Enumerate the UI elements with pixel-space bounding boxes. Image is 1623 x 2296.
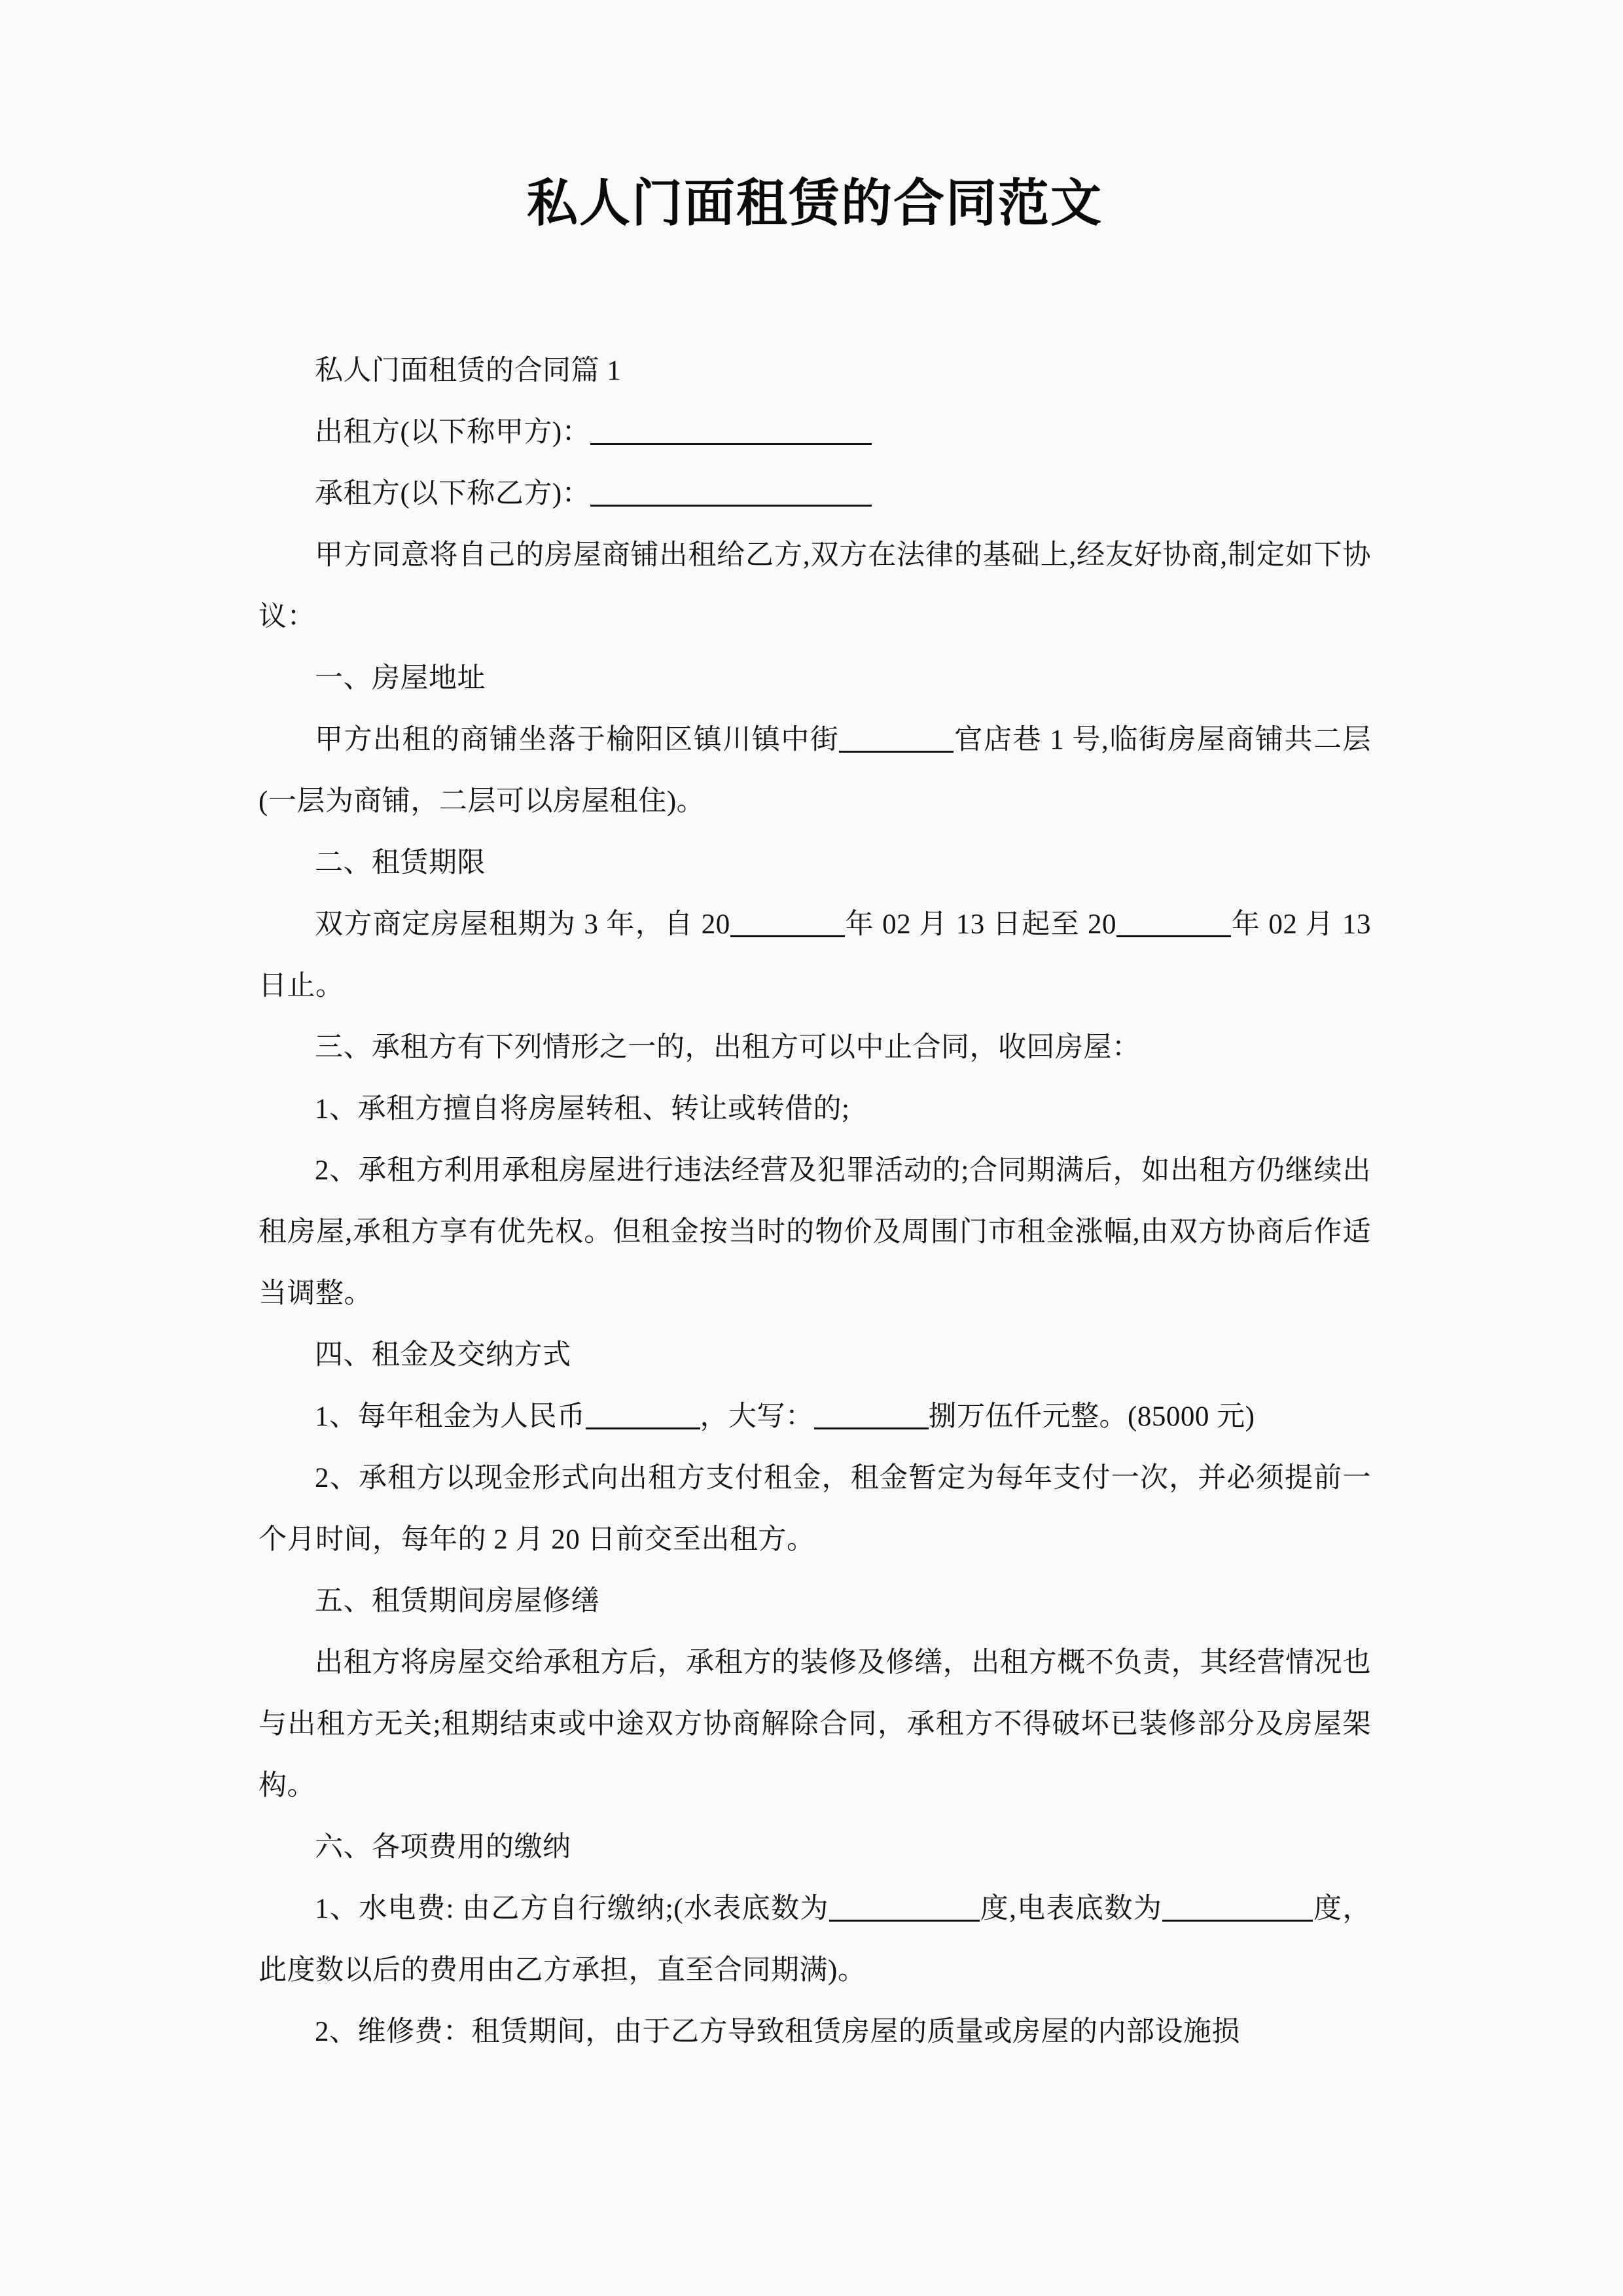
lessor-blank[interactable] xyxy=(590,443,872,445)
section-2-heading: 二、租赁期限 xyxy=(315,848,486,878)
section-3-heading: 三、承租方有下列情形之一的，出租方可以中止合同，收回房屋： xyxy=(315,1032,1141,1063)
section-3-item-2: 2、承租方利用承租房屋进行违法经营及犯罪活动的;合同期满后，如出租方仍继续出租房屋,承租方享有优先权。但租金按当时的物价及周围门市租金涨幅,由双方协商后作适当调整。 xyxy=(259,1155,1371,1309)
paragraph-heading-sub: 私人门面租赁的合同篇 1 xyxy=(315,355,622,386)
section-2-text-a: 双方商定房屋租期为 3 年，自 20 xyxy=(315,909,730,940)
section-6-item-2: 2、维修费：租赁期间，由于乙方导致租赁房屋的质量或房屋的内部设施损 xyxy=(315,2017,1240,2047)
section-2-text-b: 年 02 月 13 日起至 20 xyxy=(844,909,1117,940)
section-1-heading: 一、房屋地址 xyxy=(315,663,486,694)
section-4-heading: 四、租金及交纳方式 xyxy=(315,1340,571,1371)
address-blank[interactable] xyxy=(839,751,954,753)
page-title: 私人门面租赁的合同范文 xyxy=(526,175,1103,232)
section-6-heading: 六、各项费用的缴纳 xyxy=(315,1832,571,1863)
section-4-item-1-b: ，大写： xyxy=(700,1401,814,1432)
section-4-item-2: 2、承租方以现金形式向出租方支付租金，租金暂定为每年支付一次，并必须提前一个月时间，每年的 2 月 20 日前交至出租方。 xyxy=(259,1463,1371,1555)
paragraph-lessee xyxy=(259,463,1371,525)
lessee-blank[interactable] xyxy=(590,505,872,507)
end-year-blank[interactable] xyxy=(1116,935,1231,937)
start-year-blank[interactable] xyxy=(730,935,845,937)
section-1-text xyxy=(259,709,1371,833)
section-4-item-1 xyxy=(259,1386,1371,1448)
section-3-item-1: 1、承租方擅自将房屋转租、转让或转借的; xyxy=(315,1094,850,1124)
paragraph-lessor xyxy=(259,402,1371,463)
section-6-item-1-c: 度，此度数以后的费用由乙方承担，直至合同期满)。 xyxy=(259,1893,1372,1986)
section-1-text-a: 甲方出租的商铺坐落于榆阳区镇川镇中街 xyxy=(315,725,840,755)
paragraph-intro: 甲方同意将自己的房屋商铺出租给乙方,双方在法律的基础上,经友好协商,制定如下协议： xyxy=(259,540,1371,632)
section-4-item-1-a: 1、每年租金为人民币 xyxy=(315,1401,586,1432)
rent-amount-blank[interactable] xyxy=(586,1427,700,1429)
water-meter-blank[interactable] xyxy=(829,1920,980,1922)
section-5-text: 出租方将房屋交给承租方后，承租方的装修及修缮，出租方概不负责，其经营情况也与出租方无关;租期结束或中途双方协商解除合同，承租方不得破坏已装修部分及房屋架构。 xyxy=(259,1647,1371,1801)
document-body xyxy=(259,340,1371,2063)
section-1-text-b: 官店巷 1 号,临街房屋商铺共二层(一层为商铺，二层可以房屋租住)。 xyxy=(259,725,1372,817)
section-2-text-c: 年 02 月 13 日止。 xyxy=(259,909,1372,1001)
section-2-text xyxy=(259,894,1371,1017)
section-6-item-1 xyxy=(259,1878,1371,2001)
section-6-item-1-b: 度,电表底数为 xyxy=(979,1893,1163,1924)
rent-words-blank[interactable] xyxy=(814,1427,929,1429)
section-4-item-1-c: 捌万伍仟元整。(85000 元) xyxy=(928,1401,1255,1432)
lessor-label: 出租方(以下称甲方)： xyxy=(315,417,591,448)
section-6-item-1-a: 1、水电费: 由乙方自行缴纳;(水表底数为 xyxy=(315,1893,829,1924)
section-5-heading: 五、租赁期间房屋修缮 xyxy=(315,1586,599,1617)
electric-meter-blank[interactable] xyxy=(1162,1920,1313,1922)
lessee-label: 承租方(以下称乙方)： xyxy=(315,478,591,509)
